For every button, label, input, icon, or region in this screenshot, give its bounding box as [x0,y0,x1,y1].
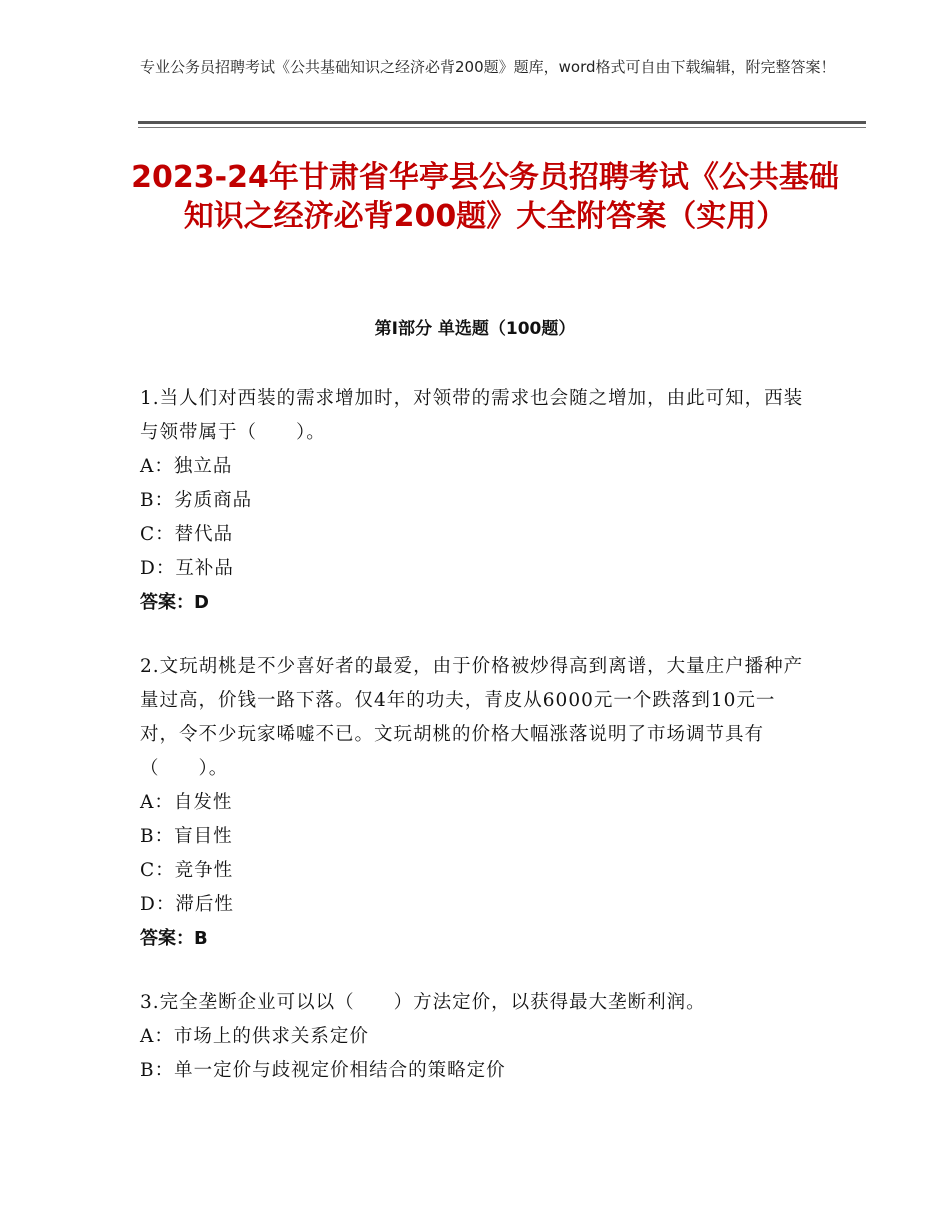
document-title: 2023-24年甘肃省华亭县公务员招聘考试《公共基础知识之经济必背200题》大全附答案（实用） [131,160,839,234]
question-1 [140,382,808,620]
question-list [140,382,808,1118]
option-d: D：互补品 [140,558,234,579]
section-title: 第Ⅰ部分 单选题（100题） [374,319,576,339]
answer-label: 答案：D [140,592,209,613]
question-3 [140,986,808,1088]
option-a: A：自发性 [140,792,233,813]
question-stem: 2.文玩胡桃是不少喜好者的最爱，由于价格被炒得高到离谱，大量庄户播种产量过高，价钱一路下落。仅4年的功夫，青皮从6000元一个跌落到10元一对，令不少玩家唏嘘不已。文玩胡桃的价格大幅涨落说明了市场调节具有（ ）。 [140,656,804,779]
option-c: C：替代品 [140,524,234,545]
option-a: A：独立品 [140,456,233,477]
question-2 [140,650,808,956]
question-stem: 3.完全垄断企业可以以（ ）方法定价，以获得最大垄断利润。 [140,992,706,1013]
option-a: A：市场上的供求关系定价 [140,1026,369,1047]
option-d: D：滞后性 [140,894,234,915]
header-note: 专业公务员招聘考试《公共基础知识之经济必背200题》题库，word格式可自由下载编辑，附完整答案！ [140,58,836,76]
option-b: B：劣质商品 [140,490,253,511]
header-divider [138,121,866,124]
option-b: B：单一定价与歧视定价相结合的策略定价 [140,1060,506,1081]
question-stem: 1.当人们对西装的需求增加时，对领带的需求也会随之增加，由此可知，西装与领带属于（ ）。 [140,388,804,443]
answer-label: 答案：B [140,928,208,949]
option-b: B：盲目性 [140,826,233,847]
option-c: C：竞争性 [140,860,234,881]
header-divider-thin [138,127,866,128]
